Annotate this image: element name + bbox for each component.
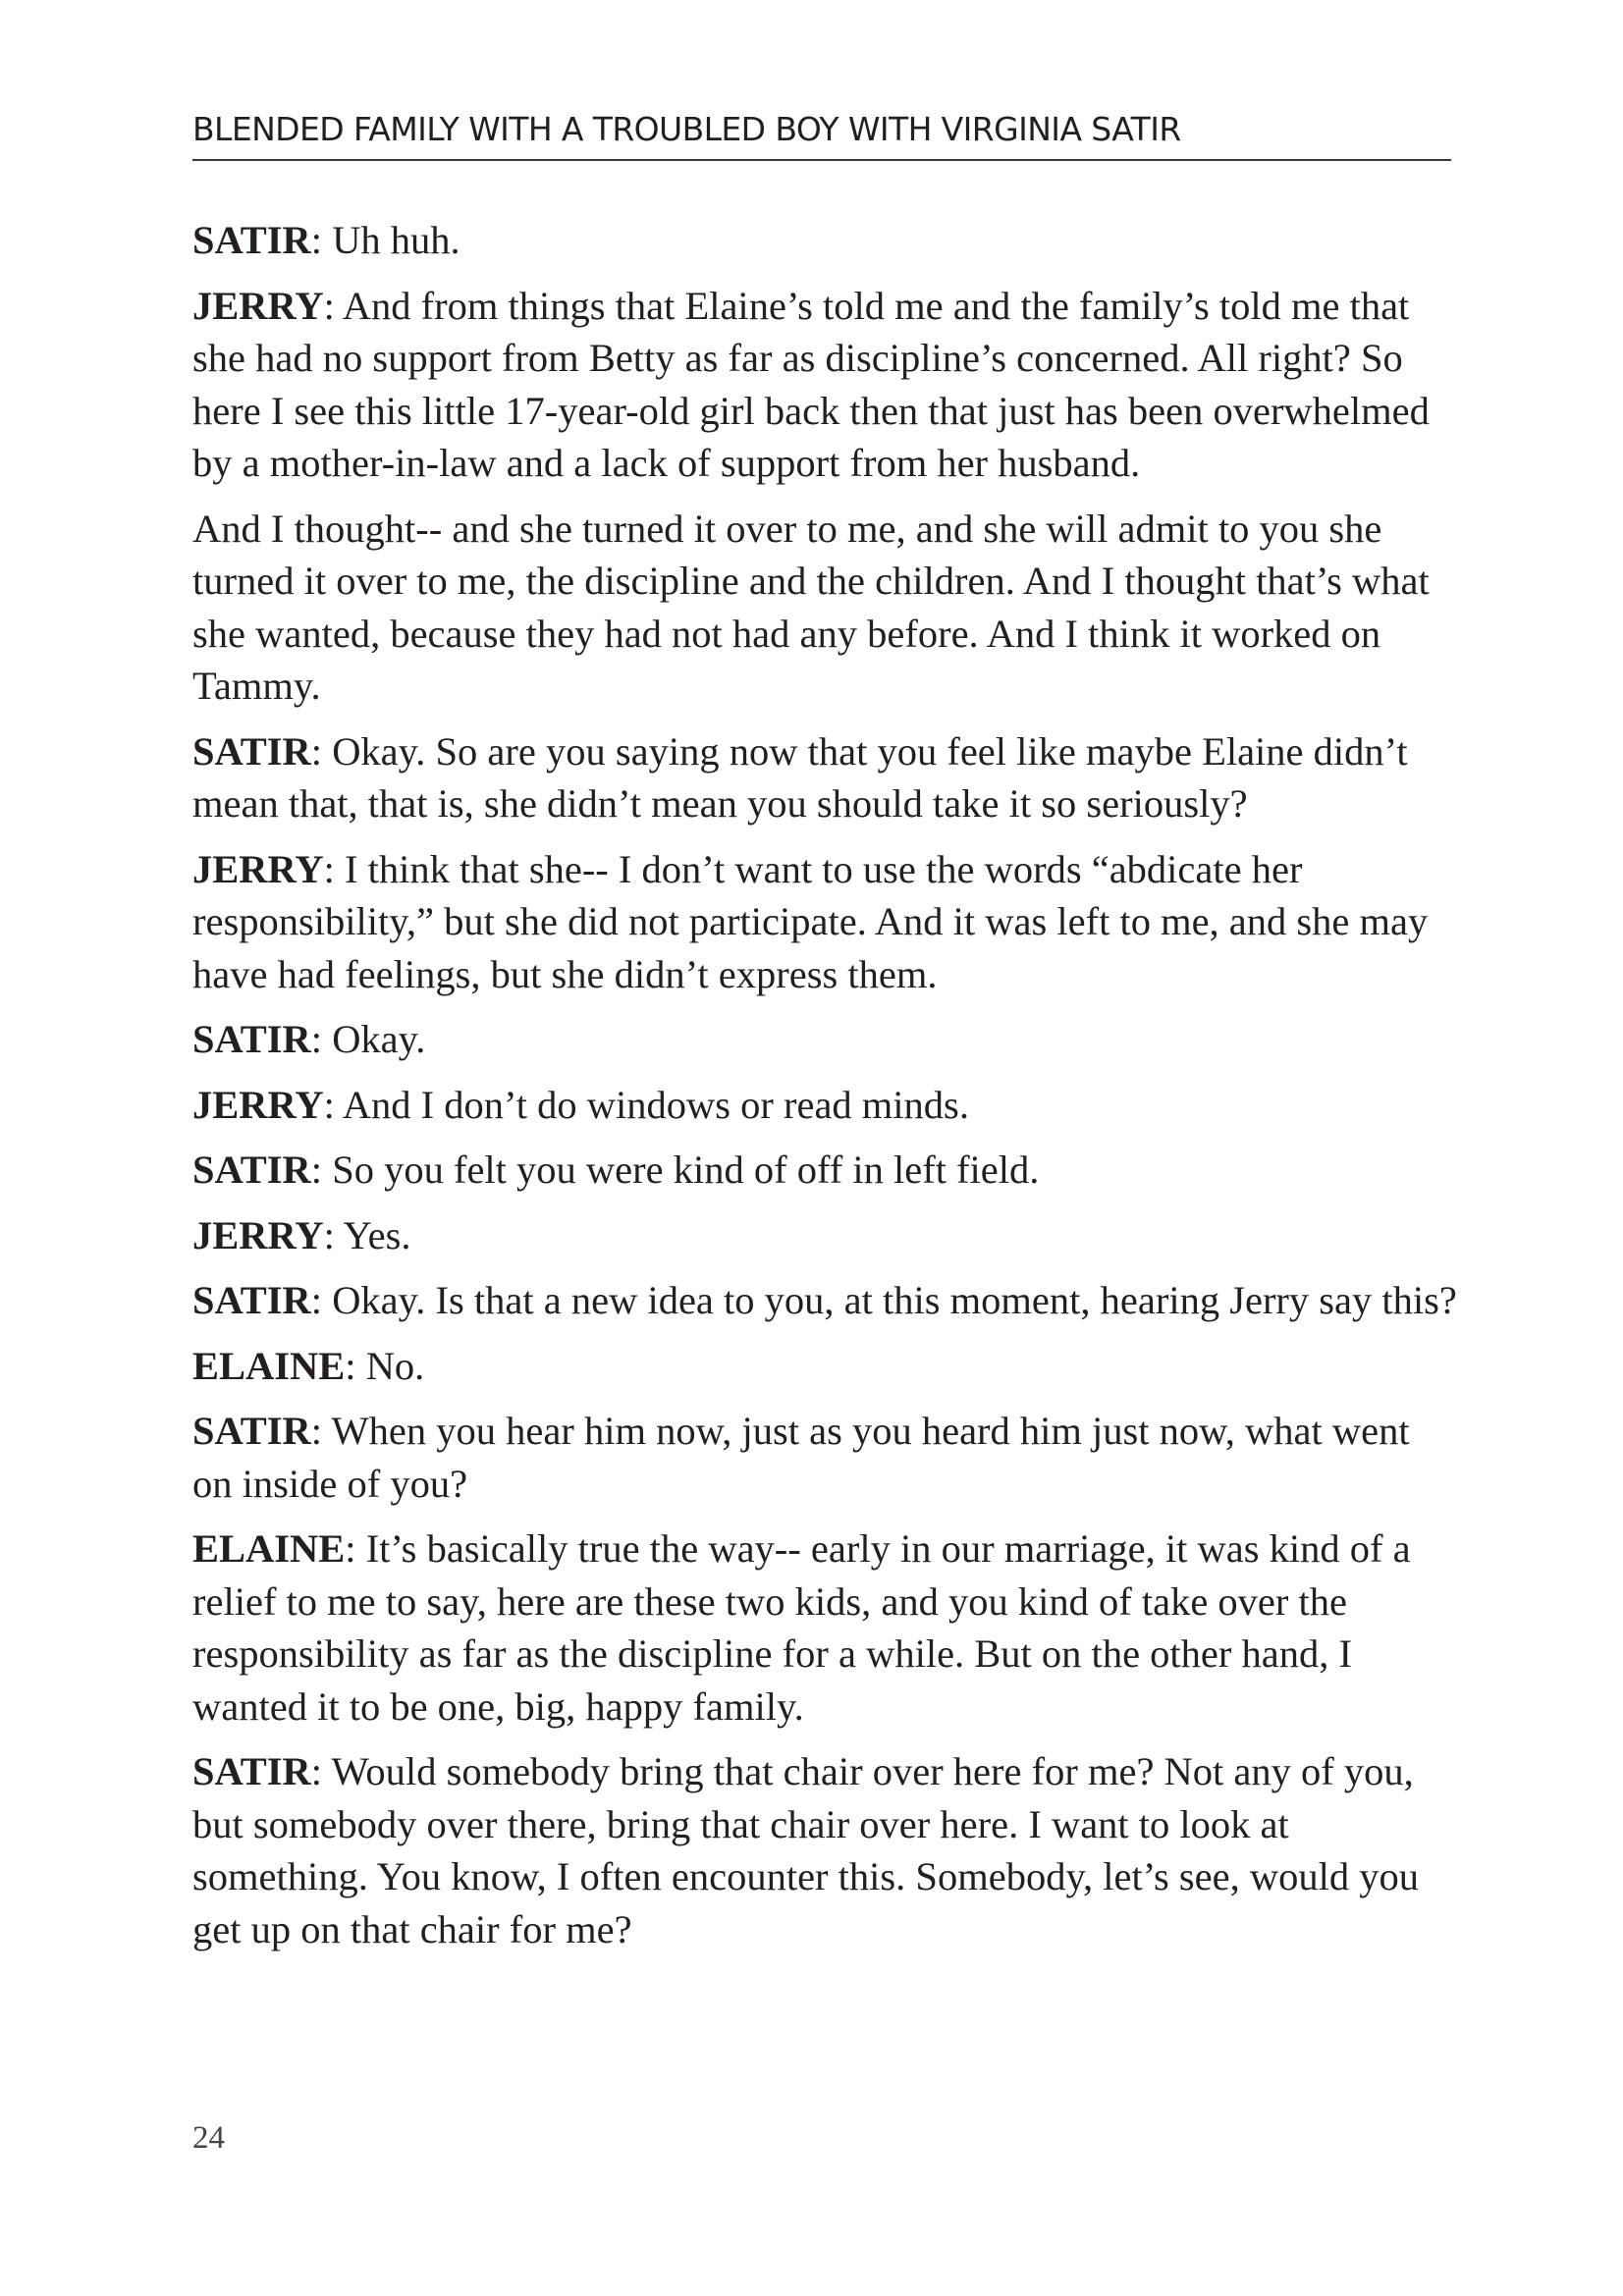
paragraph: SATIR: When you hear him now, just as you heard him just now, what went on inside of you? (192, 1409, 1410, 1506)
header-rule (192, 159, 1451, 161)
paragraph: SATIR: Uh huh. (192, 218, 460, 262)
transcript-body (192, 214, 1459, 1968)
paragraph-text: So you felt you were kind of off in left field. (332, 1148, 1040, 1192)
paragraph-text: Okay. So are you saying now that you feel like maybe Elaine didn’t mean that, that is, she didn’t mean you should take it so seriously? (192, 728, 1408, 826)
paragraph-text: I think that she-- I don’t want to use the words “abdicate her responsibility,” but she did not participate. And it was left to me, and she may have had feelings, but she didn’t express them. (192, 846, 1429, 996)
paragraph-text: And I thought-- and she turned it over to me, and she will admit to you she turned it over to me, the discipline and the children. And I thought that’s what she wanted, because they had not had any before. And I think it worked on Tammy. (192, 506, 1430, 708)
paragraph: SATIR: Would somebody bring that chair over here for me? Not any of you, but somebody over there, bring that chair over here. I want to look at something. You know, I often encounter this. Somebody, let’s see, would you get up on that chair for me? (192, 1749, 1420, 1951)
paragraph-text: Would somebody bring that chair over here for me? Not any of you, but somebody over there, bring that chair over here. I want to look at something. You know, I often encounter this. Somebody, let’s see, would you get up on that chair for me? (192, 1749, 1420, 1951)
running-head: BLENDED FAMILY WITH A TROUBLED BOY WITH VIRGINIA SATIR (192, 110, 1181, 148)
paragraph-text: It’s basically true the way-- early in our marriage, it was kind of a relief to me to say, here are these two kids, and you kind of take over the responsibility as far as the discipline for a while. But on the other hand, I wanted it to be one, big, happy family. (192, 1526, 1411, 1729)
paragraph: JERRY: Yes. (192, 1212, 411, 1257)
speaker-name: SATIR (192, 728, 311, 774)
page-number: 24 (192, 2120, 225, 2156)
paragraph-text: Uh huh. (332, 218, 460, 262)
speaker-name: SATIR (192, 1148, 311, 1192)
speaker-name: JERRY (192, 1082, 324, 1127)
paragraph: JERRY: And I don’t do windows or read minds. (192, 1082, 969, 1127)
speaker-name: ELAINE (192, 1526, 346, 1571)
speaker-name: SATIR (192, 1278, 311, 1322)
paragraph-text: No. (365, 1343, 425, 1388)
speaker-name: SATIR (192, 1749, 311, 1793)
paragraph-text: And I don’t do windows or read minds. (342, 1082, 969, 1127)
speaker-name: JERRY (192, 283, 324, 328)
paragraph: ELAINE: No. (192, 1343, 425, 1388)
paragraph: SATIR: Okay. Is that a new idea to you, at this moment, hearing Jerry say this? (192, 1278, 1457, 1322)
speaker-name: ELAINE (192, 1343, 346, 1388)
speaker-name: SATIR (192, 218, 311, 262)
paragraph-text: When you hear him now, just as you heard him just now, what went on inside of you? (192, 1409, 1410, 1506)
paragraph: JERRY: And from things that Elaine’s told me and the family’s told me that she had no support from Betty as far as discipline’s concerned. All right? So here I see this little 17-year-old girl back then that just has been overwhelmed by a mother-in-law and a lack of support from her husband. (192, 283, 1430, 485)
speaker-name: JERRY (192, 846, 324, 891)
paragraph: SATIR: So you felt you were kind of off in left field. (192, 1148, 1040, 1192)
paragraph: SATIR: Okay. So are you saying now that you feel like maybe Elaine didn’t mean that, that is, she didn’t mean you should take it so seriously? (192, 728, 1408, 826)
paragraph-text: And from things that Elaine’s told me and the family’s told me that she had no support from Betty as far as discipline’s concerned. All right? So here I see this little 17-year-old girl back then that just has been overwhelmed by a mother-in-law and a lack of support from her husband. (192, 283, 1430, 485)
paragraph-text: Okay. Is that a new idea to you, at this moment, hearing Jerry say this? (332, 1278, 1457, 1322)
speaker-name: JERRY (192, 1212, 324, 1257)
speaker-name: SATIR (192, 1409, 311, 1453)
paragraph: SATIR: Okay. (192, 1017, 426, 1061)
paragraph: JERRY: I think that she-- I don’t want to use the words “abdicate her responsibility,” but she did not participate. And it was left to me, and she may have had feelings, but she didn’t express them. (192, 846, 1429, 996)
paragraph: ELAINE: It’s basically true the way-- early in our marriage, it was kind of a relief to me to say, here are these two kids, and you kind of take over the responsibility as far as the discipline for a while. But on the other hand, I wanted it to be one, big, happy family. (192, 1526, 1411, 1729)
paragraph-text: Yes. (343, 1212, 411, 1257)
paragraph-text: Okay. (332, 1017, 426, 1061)
speaker-name: SATIR (192, 1017, 311, 1061)
paragraph (192, 503, 1459, 713)
